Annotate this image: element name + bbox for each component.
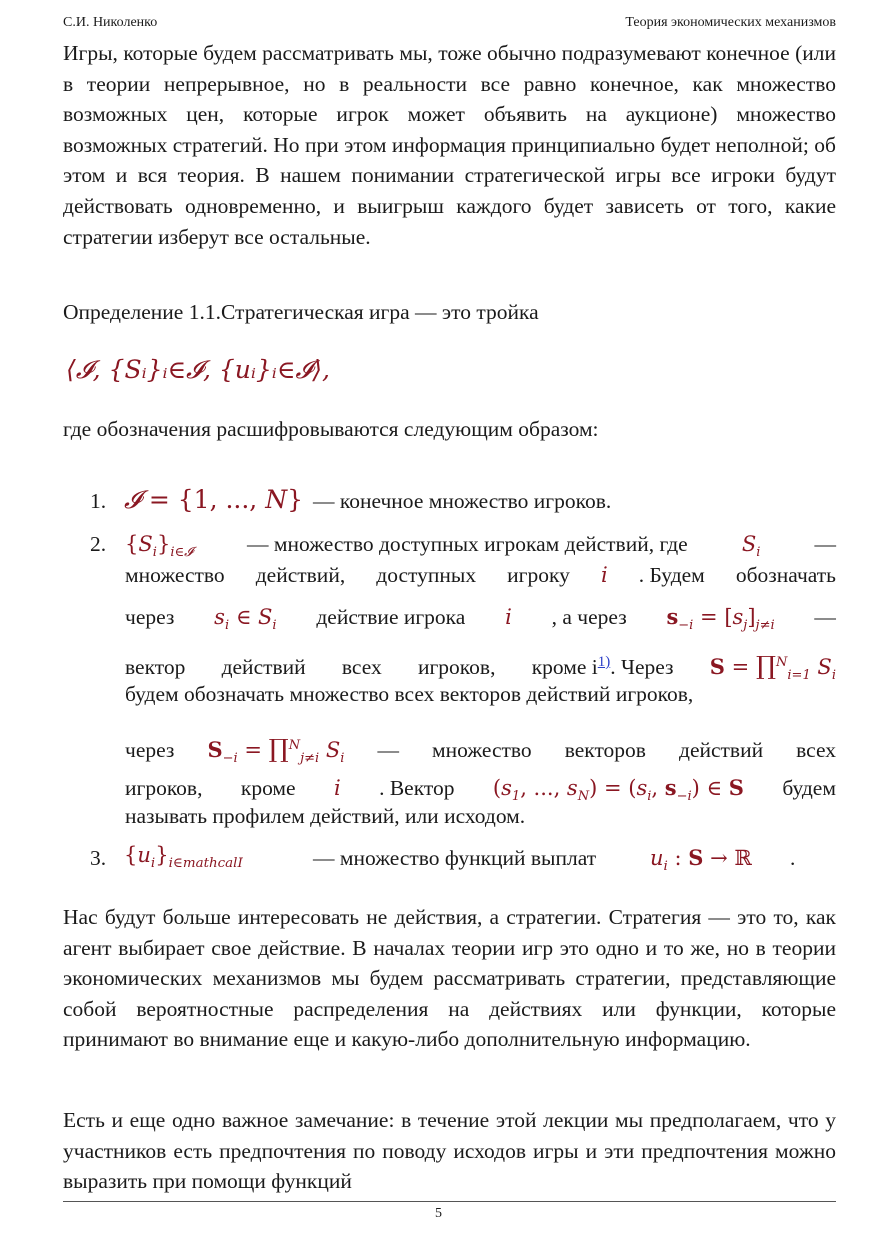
formula-profile-vector: ($s_1$, ..., $s_N) = (s_i$, $s_{-i}$) ∈ S [492,775,744,805]
word: множество [432,738,532,762]
list-number-1: 1. [90,489,107,513]
word: действий, [255,563,346,587]
word: обозначать [735,563,836,587]
definition-heading: Определение 1.1.Стратегическая игра — это тройка [63,300,539,324]
item2-line-4 [125,651,836,683]
footnote-link[interactable]: 1) [597,654,611,670]
formula-utility-map: $u_i$ : S → ℝ [650,845,752,875]
word: игроков, [417,655,496,679]
where-text: где обозначения расшифровываются следующим образом: [63,417,599,441]
word: , а через [551,605,627,629]
word: действие игрока [316,605,466,629]
item2-text-l5: будем обозначать множество всех векторов действий игроков, [125,682,694,706]
formula-si: $S_i$ [741,532,761,561]
item2-text-l8: называть профилем действий, или исходом. [125,804,526,828]
formula-i: i [600,563,608,587]
list-number-2: 2. [90,532,107,556]
formula-i: i [333,776,341,800]
formula-S-product: S = ∏$^N_{i=1}$ $S_i$ [709,651,836,684]
header-author: С.И. Николенко [63,15,158,30]
item2-dash: — [814,532,836,556]
word: игроков, [125,776,203,800]
item2-line-3 [125,604,836,633]
item2-line-8 [125,804,836,829]
item2-line-2 [125,563,836,588]
word: всех [796,738,836,762]
word: доступных [376,563,477,587]
formula-players-set: 𝓘 = {1, ..., N} [124,485,303,514]
page-number: 5 [435,1206,442,1221]
word: действий [221,655,306,679]
word: вектор [125,655,186,679]
word: игроку [507,563,570,587]
word: кроме [240,776,296,800]
paragraph-preferences: Есть и еще одно важное замечание: в течение этой лекции мы предполагаем, что у участников есть предпочтения по поводу исходов игры и эти предпочтения можно выразить при помощи функций [63,1108,836,1194]
formula-i: i [505,605,512,629]
item3-text: — множество функций выплат [313,846,597,870]
item2-line-7 [125,775,836,804]
intro-paragraph: Игры, которые будем рассматривать мы, тоже обычно подразумевают конечное (или в теории непрерывное, но в реальности все равно конечное, как множество возможных цен, которые игрок может объявить на аукционе) множество возможных стратегий. Но при этом информация принципиально будет неполной; об этом и вся теория. В нашем понимании стратегической игры все игроки будут действовать одновременно, и выигрыш каждого будет зависеть от того, какие стратегии изберут все остальные. [63,41,836,249]
formula-action-sets: $\{S_i\}_{i\in 𝓘}$ [125,532,193,561]
word: векторов [564,738,646,762]
item3-end: . [790,846,796,870]
item1-text: — конечное множество игроков. [313,489,612,513]
item2-line-5 [125,682,836,707]
word: . Вектор [379,776,455,800]
word: будем [782,776,836,800]
word: через [125,605,175,629]
formula-S-minus-i-product: $S_{-i}$ = ∏$^N_{j\ne i}$ $S_i$ [207,734,345,767]
footer-divider [63,1201,836,1202]
formula-si-in-Si: $s_i$ ∈ $S_i$ [214,605,277,634]
word: — [377,738,399,762]
list-number-3: 3. [90,846,107,870]
item2-line-1 [125,532,836,560]
word: действий [679,738,764,762]
formula-utility-set: $\{u_i\}_{i\in mathcalI}$ [124,843,243,872]
word: множество [125,563,225,587]
word: . Будем [638,563,705,587]
item2-line-6 [125,734,836,766]
word: . Через [610,655,674,679]
paragraph-strategies: Нас будут больше интересовать не действия, а стратегии. Стратегия — это то, как агент выбирает свое действие. В началах теории игр это одно и то же, но в теории экономических механизмов мы будем рассматривать стратегии, представляющие собой вероятностные распределения на действиях или функции, которые принимают во внимание еще и какую-либо дополнительную информацию. [63,905,836,1052]
header-title: Теория экономических механизмов [625,15,836,30]
display-formula: ⟨𝓘, {Sᵢ}ᵢ∈𝓘, {uᵢ}ᵢ∈𝓘⟩, [66,355,330,384]
word: через [125,738,175,762]
word: — [814,605,836,629]
word: всех [341,655,382,679]
item2-text-a: — множество доступных игрокам действий, где [247,532,688,556]
word: кроме i [531,655,598,679]
word-with-footnote [532,654,674,680]
formula-s-minus-i: $s_{-i} = [s_j]_{j\ne i}$ [666,604,775,634]
